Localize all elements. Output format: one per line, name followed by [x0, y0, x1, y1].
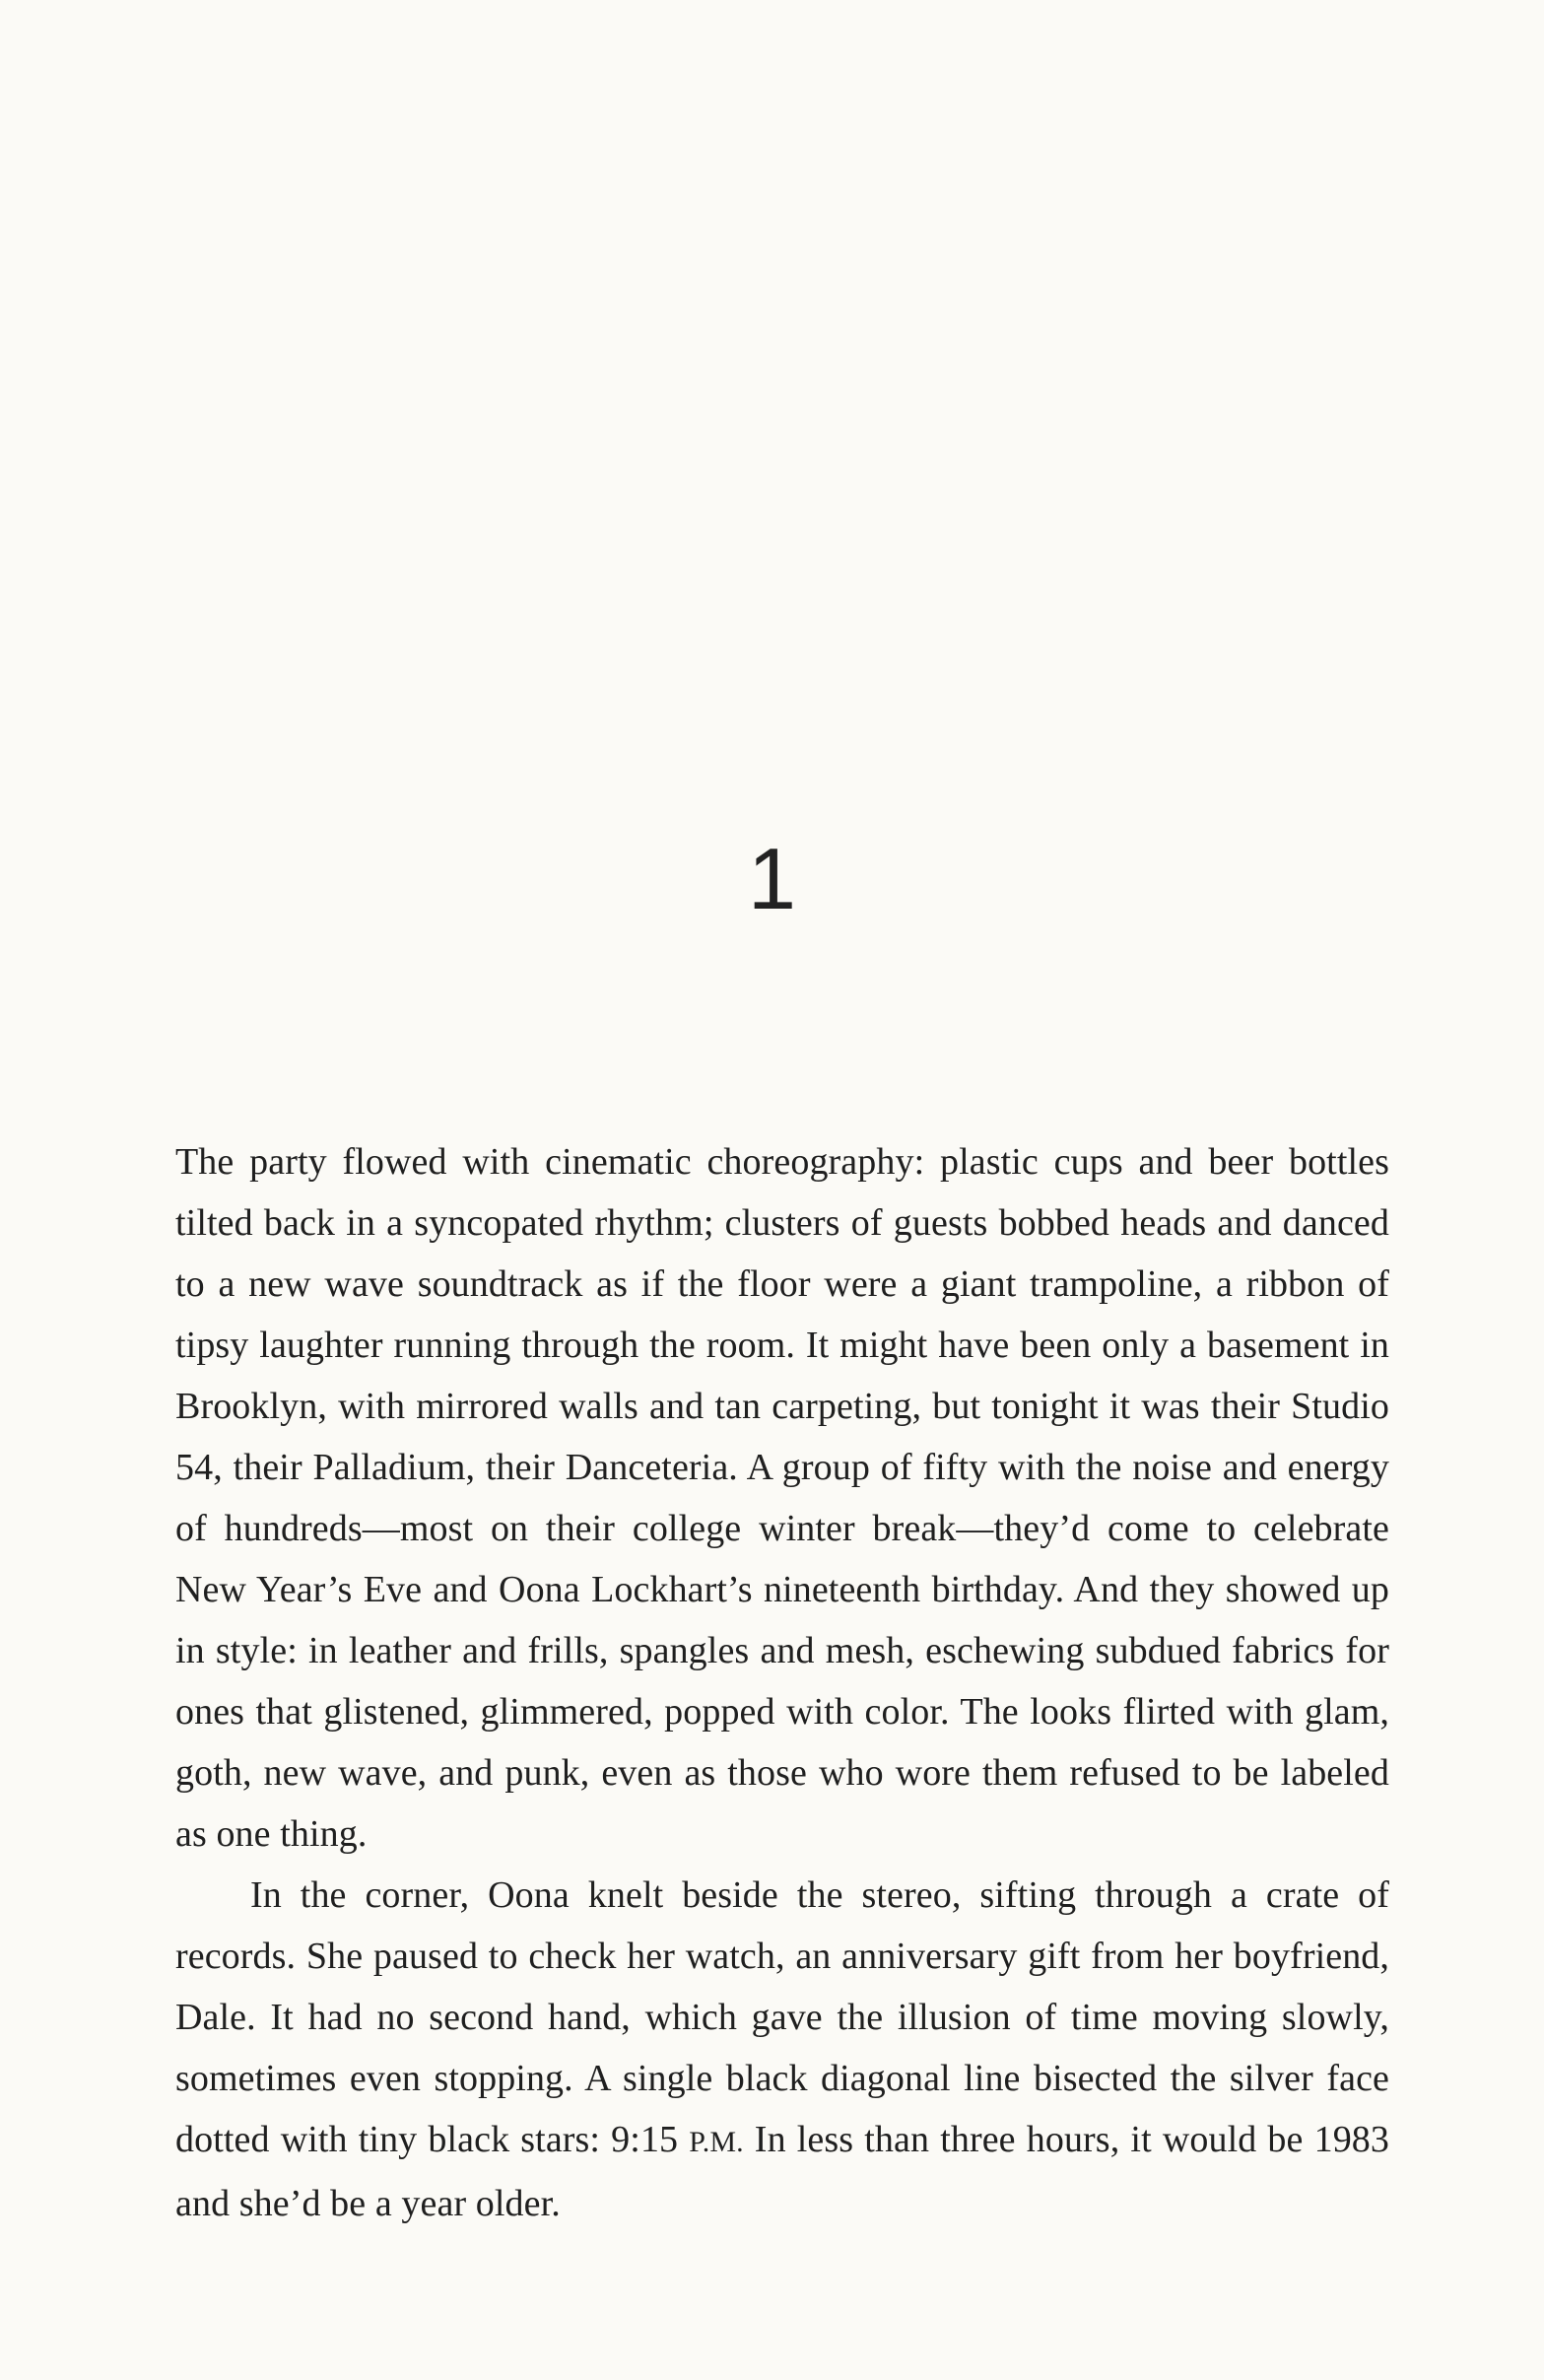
- paragraph-2: [175, 1865, 1389, 2234]
- paragraph-1: The party flowed with cinematic choreography: plastic cups and beer bottles tilted back in a syncopated rhythm; clusters of guests bobbed heads and danced to a new wave soundtrack as if the floor were a giant trampoline, a ribbon of tipsy laughter running through the room. It might have been only a basement in Brooklyn, with mirrored walls and tan carpeting, but tonight it was their Studio 54, their Palladium, their Danceteria. A group of fifty with the noise and energy of hundreds—most on their college winter break—they’d come to celebrate New Year’s Eve and Oona Lockhart’s nineteenth birthday. And they showed up in style: in leather and frills, spangles and mesh, eschewing subdued fabrics for ones that glistened, glimmered, popped with color. The looks flirted with glam, goth, new wave, and punk, even as those who wore them refused to be labeled as one thing.: [175, 1141, 1389, 1855]
- time-suffix: P.M.: [689, 2126, 744, 2158]
- chapter-body: [175, 1131, 1389, 2234]
- paragraph-2-text-after: In less than three hours, it would be 1983 and she’d be a year older.: [175, 2119, 1390, 2224]
- chapter-number: 1: [748, 830, 796, 927]
- paragraph-2-text-before: In the corner, Oona knelt beside the stereo, sifting through a crate of records. She paused to check her watch, an anniversary gift from her boyfriend, Dale. It had no second hand, which gave the illusion of time moving slowly, sometimes even stopping. A single black diagonal line bisected the silver face dotted with tiny black stars: 9:15: [175, 1874, 1389, 2160]
